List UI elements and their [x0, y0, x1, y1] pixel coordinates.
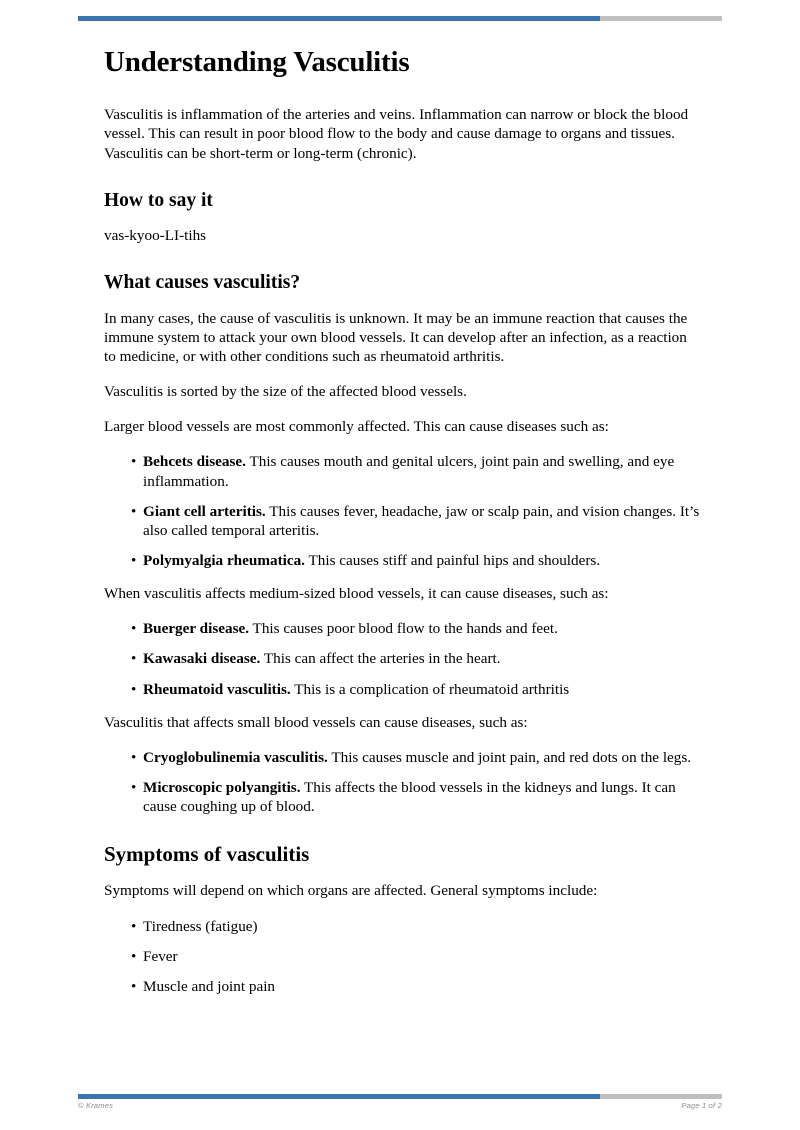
- bullet-icon: •: [131, 620, 137, 638]
- list-item-lead: Kawasaki disease.: [143, 650, 261, 668]
- list-item-lead: Buerger disease.: [143, 620, 250, 638]
- large-vessel-disease-list: [104, 452, 700, 570]
- bullet-icon: •: [131, 502, 137, 520]
- bullet-icon: •: [131, 680, 137, 698]
- list-item-lead: Microscopic polyangitis.: [143, 778, 301, 796]
- bullet-icon: •: [131, 748, 137, 766]
- section-heading-what-causes-vasculitis: What causes vasculitis?: [104, 272, 301, 294]
- causes-paragraph-2: Vasculitis is sorted by the size of the affected blood vessels.: [104, 383, 467, 401]
- symptoms-list: [104, 917, 700, 996]
- bullet-icon: •: [131, 778, 137, 796]
- document-body: [104, 46, 700, 1010]
- list-item-text: This is a complication of rheumatoid arthritis: [290, 680, 570, 698]
- header-rule-muted-segment: [600, 16, 722, 21]
- page-title: Understanding Vasculitis: [104, 46, 410, 78]
- list-item-lead: Giant cell arteritis.: [143, 502, 266, 520]
- list-item-text: Muscle and joint pain: [143, 977, 276, 995]
- bullet-icon: •: [131, 650, 137, 668]
- list-item: [104, 619, 700, 638]
- footer-rule: [78, 1094, 722, 1099]
- list-item-text: This causes fever, headache, jaw or scalp pain, and vision changes. It’s also called temporal arteritis.: [143, 502, 700, 539]
- section-heading-how-to-say-it: How to say it: [104, 189, 213, 211]
- small-vessel-disease-list: [104, 748, 700, 816]
- list-item-lead: Behcets disease.: [143, 453, 246, 471]
- list-item: [104, 977, 700, 996]
- intro-paragraph: Vasculitis is inflammation of the arteries and veins. Inflammation can narrow or block the blood vessel. This can result in poor blood flow to the body and cause damage to organs and tissues. Vasculitis can be short-term or long-term (chronic).: [104, 106, 689, 162]
- medium-vessel-intro: When vasculitis affects medium-sized blood vessels, it can cause diseases, such as:: [104, 585, 609, 603]
- list-item-text: This causes poor blood flow to the hands and feet.: [249, 620, 558, 638]
- medium-vessel-disease-list: [104, 619, 700, 698]
- list-item: [104, 917, 700, 936]
- list-item: [104, 778, 700, 816]
- list-item-text: Tiredness (fatigue): [143, 917, 258, 935]
- list-item-lead: Cryoglobulinemia vasculitis.: [143, 748, 328, 766]
- list-item: [104, 748, 700, 767]
- header-rule-accent-segment: [78, 16, 600, 21]
- list-item-text: This causes stiff and painful hips and shoulders.: [304, 551, 601, 569]
- list-item-lead: Polymyalgia rheumatica.: [143, 551, 305, 569]
- symptoms-intro: Symptoms will depend on which organs are affected. General symptoms include:: [104, 882, 598, 900]
- list-item: [104, 452, 700, 490]
- bullet-icon: •: [131, 977, 137, 995]
- list-item-text: This can affect the arteries in the heart.: [260, 650, 501, 668]
- footer-rule-muted-segment: [600, 1094, 722, 1099]
- list-item: [104, 551, 700, 570]
- footer-rule-accent-segment: [78, 1094, 600, 1099]
- list-item: [104, 502, 700, 540]
- large-vessel-intro: Larger blood vessels are most commonly affected. This can cause diseases such as:: [104, 418, 609, 436]
- footer-page-number: Page 1 of 2: [681, 1101, 722, 1110]
- footer-copyright: © Krames: [78, 1101, 114, 1110]
- list-item: [104, 649, 700, 668]
- bullet-icon: •: [131, 551, 137, 569]
- bullet-icon: •: [131, 917, 137, 935]
- list-item: [104, 680, 700, 699]
- list-item: [104, 947, 700, 966]
- section-heading-symptoms-of-vasculitis: Symptoms of vasculitis: [104, 842, 310, 867]
- list-item-lead: Rheumatoid vasculitis.: [143, 680, 291, 698]
- list-item-text: This causes mouth and genital ulcers, joint pain and swelling, and eye inflammation.: [143, 453, 675, 490]
- list-item-text: Fever: [143, 947, 178, 965]
- bullet-icon: •: [131, 947, 137, 965]
- header-rule: [78, 16, 722, 21]
- pronunciation-text: vas-kyoo-LI-tihs: [104, 227, 207, 245]
- list-item-text: This causes muscle and joint pain, and red dots on the legs.: [327, 748, 692, 766]
- list-item-text: This affects the blood vessels in the kidneys and lungs. It can cause coughing up of blood.: [143, 778, 676, 816]
- bullet-icon: •: [131, 453, 137, 471]
- small-vessel-intro: Vasculitis that affects small blood vessels can cause diseases, such as:: [104, 713, 528, 731]
- causes-paragraph-1: In many cases, the cause of vasculitis is unknown. It may be an immune reaction that causes the immune system to attack your own blood vessels. It can develop after an infection, as a reaction to medicine, or with other conditions such as rheumatoid arthritis.: [104, 309, 688, 365]
